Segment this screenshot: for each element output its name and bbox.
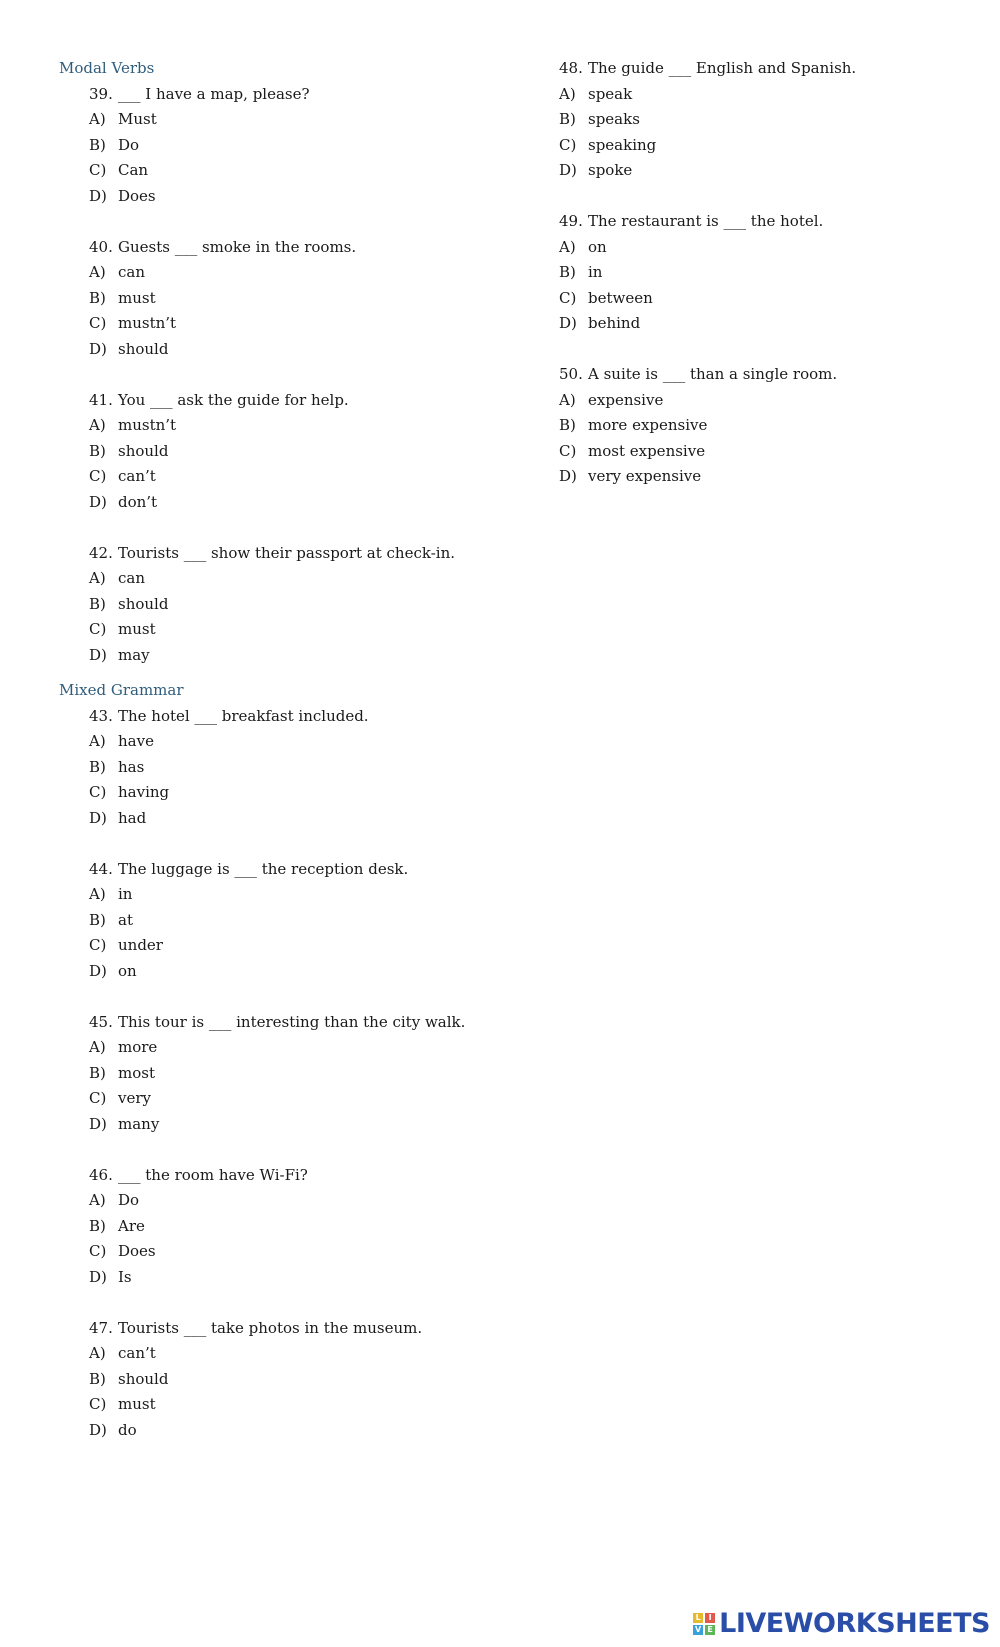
question-number: 44.	[89, 859, 113, 878]
answer-option[interactable]	[59, 933, 519, 959]
answer-option[interactable]	[59, 1341, 519, 1367]
option-letter: D)	[559, 161, 577, 179]
question-row	[59, 1010, 519, 1036]
option-text: Does	[118, 186, 156, 205]
option-text: on	[118, 961, 137, 980]
option-text: many	[118, 1114, 160, 1133]
question-row	[59, 235, 519, 261]
question-row	[59, 1163, 519, 1189]
option-text: Is	[118, 1267, 132, 1286]
option-text: Do	[118, 135, 140, 154]
question-row	[559, 209, 979, 235]
question-number: 49.	[559, 212, 583, 230]
option-letter: D)	[89, 186, 107, 205]
option-letter: A)	[89, 1344, 106, 1362]
question-number: 43.	[89, 706, 113, 725]
option-letter: C)	[89, 1089, 107, 1107]
option-letter: A)	[89, 1191, 106, 1209]
question-text: You ___ ask the guide for help.	[118, 390, 349, 409]
option-text: must	[118, 1395, 156, 1413]
option-text: on	[588, 237, 607, 256]
question-text: Tourists ___ show their passport at check-in.	[118, 543, 455, 562]
option-text: most	[118, 1063, 155, 1082]
question-row	[59, 541, 519, 567]
section-title-modal-verbs: Modal Verbs	[59, 59, 155, 77]
option-letter: A)	[89, 416, 106, 434]
option-text: can’t	[118, 467, 156, 485]
question-41	[59, 388, 519, 516]
option-letter: A)	[559, 84, 576, 103]
answer-option[interactable]	[559, 439, 979, 465]
option-letter: A)	[89, 569, 106, 587]
logo-blocks-icon	[693, 1613, 715, 1635]
answer-option[interactable]	[559, 388, 979, 414]
question-row	[59, 388, 519, 414]
option-letter: C)	[89, 467, 107, 485]
question-text: The restaurant is ___ the hotel.	[588, 212, 824, 230]
question-number: 41.	[89, 390, 113, 409]
answer-option[interactable]	[59, 780, 519, 806]
right-column	[559, 56, 979, 515]
option-text: Must	[118, 110, 157, 128]
question-text: ___ I have a map, please?	[118, 84, 310, 103]
question-47	[59, 1316, 519, 1444]
answer-option[interactable]	[59, 1086, 519, 1112]
logo-block: L	[693, 1613, 703, 1623]
logo-block: V	[695, 1625, 702, 1634]
option-text: speak	[588, 84, 633, 103]
option-letter: B)	[89, 1063, 106, 1082]
option-text: Do	[118, 1191, 140, 1209]
question-number: 48.	[559, 59, 583, 77]
option-text: may	[118, 645, 150, 664]
option-letter: B)	[89, 910, 106, 929]
answer-option[interactable]	[59, 729, 519, 755]
question-number: 39.	[89, 84, 113, 103]
option-letter: D)	[89, 808, 107, 827]
liveworksheets-logo	[693, 1608, 990, 1639]
option-text: between	[588, 288, 653, 307]
option-letter: B)	[89, 757, 106, 776]
answer-option[interactable]	[59, 337, 519, 363]
answer-option[interactable]	[59, 413, 519, 439]
answer-option[interactable]	[59, 959, 519, 985]
answer-option[interactable]	[59, 1239, 519, 1265]
option-text: can	[118, 569, 146, 587]
option-letter: B)	[559, 416, 576, 434]
option-letter: A)	[89, 1038, 106, 1056]
option-text: more expensive	[588, 416, 708, 434]
option-text: having	[118, 783, 170, 801]
question-50	[559, 362, 979, 490]
option-letter: C)	[559, 441, 577, 460]
answer-option[interactable]	[59, 490, 519, 516]
option-text: should	[118, 594, 169, 613]
question-number: 50.	[559, 365, 583, 383]
option-letter: B)	[559, 110, 576, 128]
question-text: Guests ___ smoke in the rooms.	[118, 237, 357, 256]
question-text: This tour is ___ interesting than the city walk.	[118, 1012, 466, 1031]
answer-option[interactable]	[59, 566, 519, 592]
option-text: very	[118, 1089, 151, 1107]
answer-option[interactable]	[59, 617, 519, 643]
option-text: mustn’t	[118, 314, 177, 332]
answer-option[interactable]	[59, 882, 519, 908]
option-letter: D)	[89, 1267, 107, 1286]
question-40	[59, 235, 519, 363]
question-number: 46.	[89, 1165, 113, 1184]
option-letter: C)	[89, 1395, 107, 1413]
question-text: A suite is ___ than a single room.	[588, 365, 838, 383]
question-39	[59, 82, 519, 210]
answer-option[interactable]	[59, 643, 519, 669]
option-letter: B)	[559, 263, 576, 281]
question-text: Tourists ___ take photos in the museum.	[118, 1318, 423, 1337]
answer-option[interactable]	[59, 1418, 519, 1444]
answer-option[interactable]	[559, 311, 979, 337]
option-letter: A)	[559, 390, 576, 409]
answer-option[interactable]	[59, 1188, 519, 1214]
option-letter: C)	[89, 620, 107, 638]
option-letter: C)	[559, 288, 577, 307]
option-letter: C)	[89, 936, 107, 954]
answer-option[interactable]	[59, 1392, 519, 1418]
option-text: behind	[588, 314, 641, 332]
answer-option[interactable]	[59, 464, 519, 490]
question-49	[559, 209, 979, 337]
answer-option[interactable]	[59, 1061, 519, 1087]
answer-option[interactable]	[559, 413, 979, 439]
option-letter: D)	[89, 492, 107, 511]
option-letter: C)	[89, 783, 107, 801]
option-text: under	[118, 936, 163, 954]
question-row	[59, 82, 519, 108]
question-text: The hotel ___ breakfast included.	[118, 706, 369, 725]
question-text: ___ the room have Wi-Fi?	[118, 1165, 308, 1184]
option-letter: D)	[559, 467, 577, 485]
question-row	[59, 857, 519, 883]
question-number: 47.	[89, 1318, 113, 1337]
answer-option[interactable]	[59, 260, 519, 286]
answer-option[interactable]	[59, 755, 519, 781]
option-text: most expensive	[588, 441, 706, 460]
option-letter: B)	[89, 441, 106, 460]
answer-option[interactable]	[559, 107, 979, 133]
option-letter: C)	[559, 135, 577, 154]
answer-option[interactable]	[559, 158, 979, 184]
option-letter: D)	[89, 961, 107, 980]
question-45	[59, 1010, 519, 1138]
question-row	[559, 56, 979, 82]
option-text: had	[118, 808, 147, 827]
left-column	[59, 56, 519, 1469]
option-letter: A)	[559, 237, 576, 256]
answer-option[interactable]	[59, 1367, 519, 1393]
answer-option[interactable]	[59, 133, 519, 159]
answer-option[interactable]	[59, 806, 519, 832]
option-text: must	[118, 288, 156, 307]
option-text: has	[118, 757, 145, 776]
option-letter: A)	[89, 732, 106, 750]
option-text: can’t	[118, 1344, 156, 1362]
option-text: more	[118, 1038, 158, 1056]
option-letter: B)	[89, 1216, 106, 1235]
option-text: speaks	[588, 110, 640, 128]
answer-option[interactable]	[59, 311, 519, 337]
option-text: spoke	[588, 161, 633, 179]
option-letter: C)	[89, 314, 107, 332]
option-letter: B)	[89, 288, 106, 307]
logo-text: LIVEWORKSHEETS	[719, 1608, 990, 1639]
question-number: 40.	[89, 237, 113, 256]
answer-option[interactable]	[559, 286, 979, 312]
option-text: Are	[118, 1216, 145, 1235]
answer-option[interactable]	[59, 184, 519, 210]
option-letter: C)	[89, 161, 107, 179]
option-letter: C)	[89, 1242, 107, 1260]
option-letter: D)	[89, 339, 107, 358]
option-letter: A)	[89, 263, 106, 281]
answer-option[interactable]	[559, 133, 979, 159]
option-text: Can	[118, 161, 149, 179]
question-number: 42.	[89, 543, 113, 562]
option-text: do	[118, 1420, 137, 1439]
option-letter: B)	[89, 594, 106, 613]
answer-option[interactable]	[59, 1214, 519, 1240]
answer-option[interactable]	[559, 464, 979, 490]
option-letter: A)	[89, 885, 106, 903]
option-text: must	[118, 620, 156, 638]
section-title-mixed-grammar: Mixed Grammar	[59, 681, 184, 699]
answer-option[interactable]	[59, 158, 519, 184]
question-42	[59, 541, 519, 669]
option-letter: A)	[89, 110, 106, 128]
answer-option[interactable]	[59, 286, 519, 312]
option-letter: D)	[559, 314, 577, 332]
option-text: Does	[118, 1242, 156, 1260]
question-48	[559, 56, 979, 184]
logo-block: E	[705, 1625, 715, 1635]
answer-option[interactable]	[559, 235, 979, 261]
question-text: The luggage is ___ the reception desk.	[118, 859, 409, 878]
option-text: should	[118, 1369, 169, 1388]
option-letter: B)	[89, 135, 106, 154]
option-text: mustn’t	[118, 416, 177, 434]
logo-block: I	[705, 1613, 715, 1623]
question-44	[59, 857, 519, 985]
option-letter: D)	[89, 1114, 107, 1133]
question-46	[59, 1163, 519, 1291]
option-text: can	[118, 263, 146, 281]
option-text: in	[588, 263, 603, 281]
answer-option[interactable]	[59, 908, 519, 934]
answer-option[interactable]	[59, 439, 519, 465]
option-text: very expensive	[588, 467, 702, 485]
option-text: speaking	[588, 135, 657, 154]
option-letter: D)	[89, 645, 107, 664]
answer-option[interactable]	[59, 107, 519, 133]
option-text: should	[118, 441, 169, 460]
option-text: have	[118, 732, 154, 750]
option-text: in	[118, 885, 133, 903]
question-number: 45.	[89, 1012, 113, 1031]
answer-option[interactable]	[59, 1265, 519, 1291]
question-row	[559, 362, 979, 388]
question-43	[59, 704, 519, 832]
answer-option[interactable]	[59, 592, 519, 618]
option-text: expensive	[588, 390, 664, 409]
answer-option[interactable]	[559, 82, 979, 108]
option-text: should	[118, 339, 169, 358]
option-text: at	[118, 910, 133, 929]
option-letter: B)	[89, 1369, 106, 1388]
option-letter: D)	[89, 1420, 107, 1439]
question-row	[59, 704, 519, 730]
answer-option[interactable]	[559, 260, 979, 286]
answer-option[interactable]	[59, 1112, 519, 1138]
answer-option[interactable]	[59, 1035, 519, 1061]
option-text: don’t	[118, 492, 158, 511]
question-row	[59, 1316, 519, 1342]
question-text: The guide ___ English and Spanish.	[588, 59, 857, 77]
